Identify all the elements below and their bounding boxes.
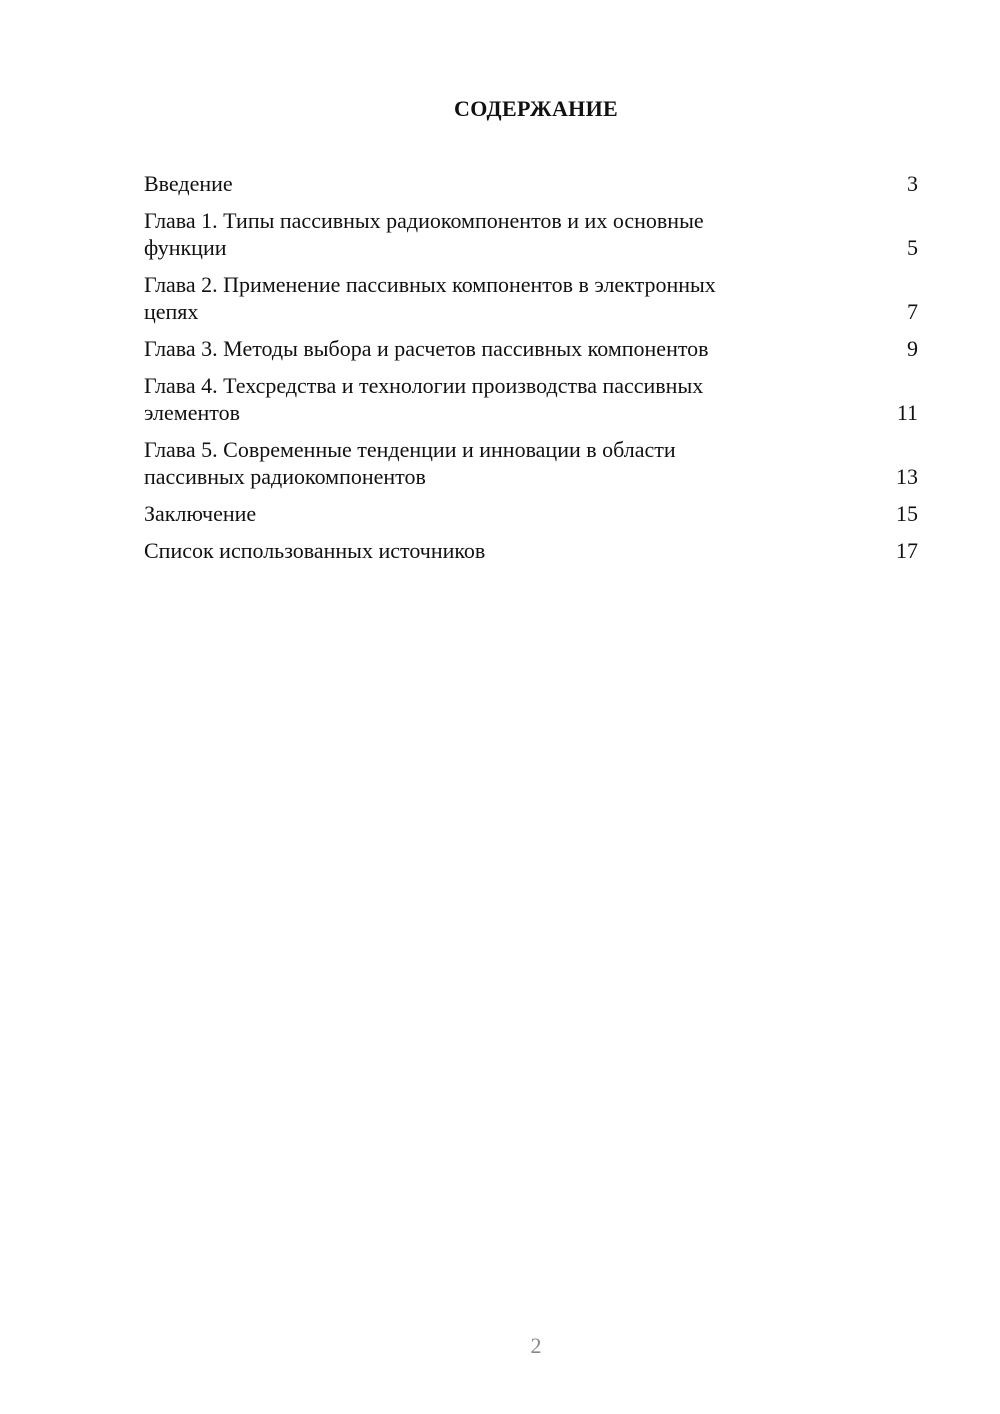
toc-entry-title-line-1: Глава 5. Современные тенденции и инновации в области: [144, 437, 676, 462]
toc-entry-title-line-2: цепях: [144, 299, 199, 324]
toc-entry-title: Введение: [144, 171, 233, 196]
toc-entry-title: Глава 3. Методы выбора и расчетов пассивных компонентов: [144, 336, 709, 361]
toc-entry-text: [144, 537, 888, 564]
toc-entry-text: [144, 436, 888, 490]
toc-entry-text: [144, 335, 888, 362]
toc-entry-references: [144, 537, 918, 564]
toc-entry-text: [144, 170, 888, 197]
toc-entry-title: Заключение: [144, 501, 257, 526]
toc-entry-text: [144, 372, 888, 426]
toc-entry-text: [144, 271, 888, 325]
toc-entry-page: 11: [896, 400, 918, 425]
toc-entry-page: 7: [907, 299, 918, 324]
toc-entry-title-line-1: Глава 4. Техсредства и технологии производства пассивных: [144, 373, 704, 398]
toc-entry-chapter-2: [144, 271, 918, 325]
toc-entry-title-line-2: элементов: [144, 400, 240, 425]
toc-entry-chapter-5: [144, 436, 918, 490]
toc-entry-chapter-1: [144, 207, 918, 261]
toc-entry-chapter-4: [144, 372, 918, 426]
toc-entry-text: [144, 207, 888, 261]
toc-entry-title-line-1: Глава 2. Применение пассивных компонентов в электронных: [144, 272, 716, 297]
toc-entry-page: 5: [907, 235, 918, 260]
toc-entry-page: 9: [907, 336, 918, 361]
toc-entry-conclusion: [144, 500, 918, 527]
toc-entry-title-line-1: Глава 1. Типы пассивных радиокомпонентов и их основные: [144, 208, 704, 233]
page-title: СОДЕРЖАНИЕ: [454, 96, 618, 121]
toc-entry-page: 3: [907, 171, 918, 196]
table-of-contents: [144, 170, 918, 574]
toc-entry-chapter-3: [144, 335, 918, 362]
toc-entry-page: 13: [896, 464, 918, 489]
toc-entry-page: 15: [896, 501, 918, 526]
toc-entry-title-line-2: функции: [144, 235, 227, 260]
toc-entry-page: 17: [896, 538, 918, 563]
toc-entry-text: [144, 500, 888, 527]
toc-entry-title: Список использованных источников: [144, 538, 486, 563]
toc-entry-introduction: [144, 170, 918, 197]
page-number: 2: [530, 1333, 542, 1358]
toc-entry-title-line-2: пассивных радиокомпонентов: [144, 464, 426, 489]
